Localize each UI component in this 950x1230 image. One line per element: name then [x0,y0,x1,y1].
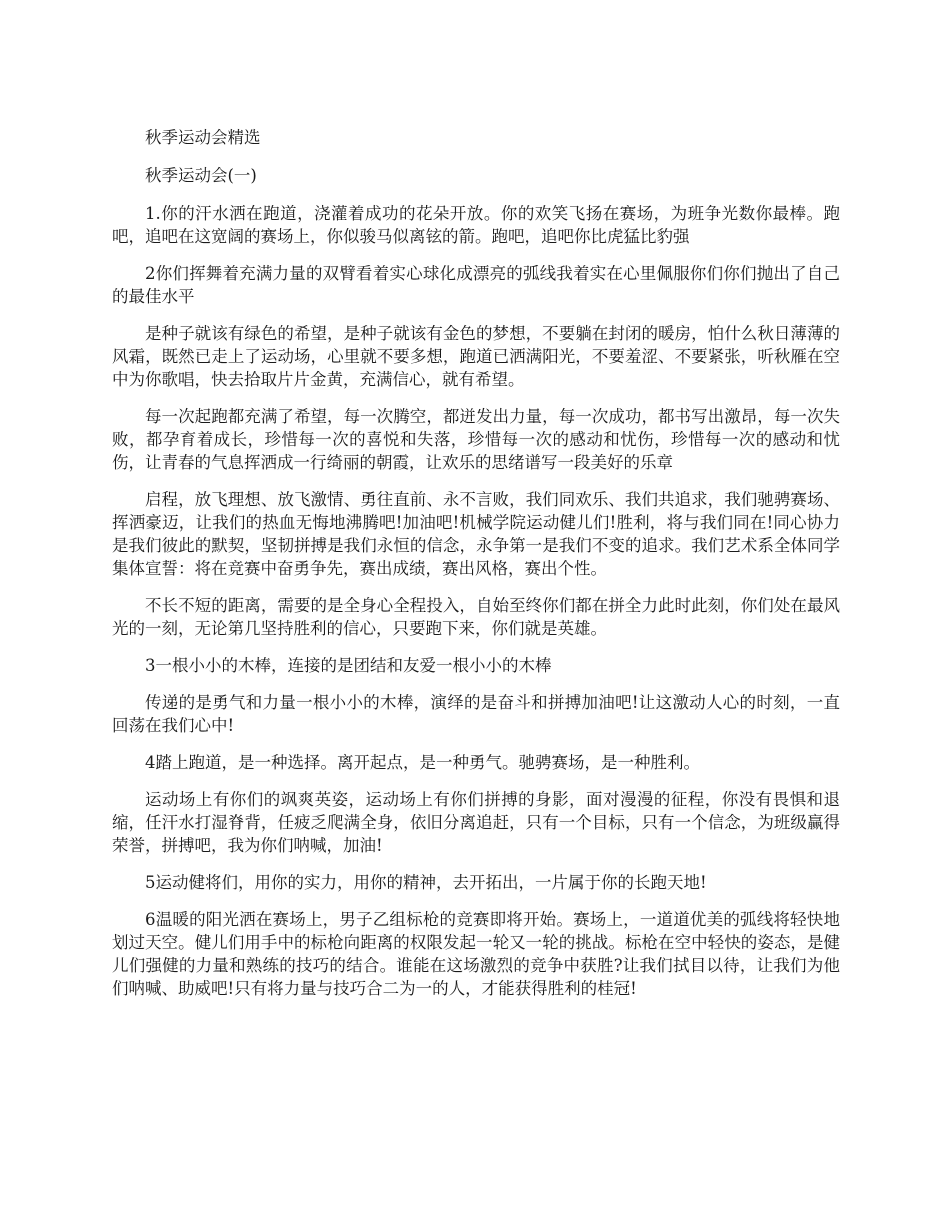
paragraph: 4踏上跑道，是一种选择。离开起点，是一种勇气。驰骋赛场，是一种胜利。 [145,753,700,772]
document-body [112,126,840,1014]
paragraph: 2你们挥舞着充满力量的双臂看着实心球化成漂亮的弧线我着实在心里佩服你们你们抛出了自己的最佳水平 [112,264,840,306]
document-subtitle: 秋季运动会(一) [145,166,257,185]
paragraph: 1.你的汗水洒在跑道，浇灌着成功的花朵开放。你的欢笑飞扬在赛场，为班争光数你最棒。跑吧，追吧在这宽阔的赛场上，你似骏马似离铉的箭。跑吧，追吧你比虎猛比豹强 [112,204,840,246]
paragraph: 每一次起跑都充满了希望，每一次腾空，都迸发出力量，每一次成功，都书写出激昂，每一次失败，都孕育着成长，珍惜每一次的喜悦和失落，珍惜每一次的感动和忧伤，珍惜每一次的感动和忧伤，让青春的气息挥洒成一行绮丽的朝霞，让欢乐的思绪谱写一段美好的乐章 [112,407,840,472]
document-title: 秋季运动会精选 [145,128,261,147]
paragraph: 传递的是勇气和力量一根小小的木棒，演绎的是奋斗和拼搏加油吧!让这激动人心的时刻，一直回荡在我们心中! [112,693,840,735]
paragraph: 5运动健将们，用你的实力，用你的精神，去开拓出，一片属于你的长跑天地! [145,873,707,892]
paragraph: 是种子就该有绿色的希望，是种子就该有金色的梦想，不要躺在封闭的暖房，怕什么秋日薄薄的风霜，既然已走上了运动场，心里就不要多想，跑道已洒满阳光，不要羞涩、不要紧张，听秋雁在空中为你歌唱，快去拾取片片金黄，充满信心，就有希望。 [112,324,840,389]
paragraph: 运动场上有你们的飒爽英姿，运动场上有你们拼搏的身影，面对漫漫的征程，你没有畏惧和退缩，任汗水打湿脊背，任疲乏爬满全身，依旧分离追赶，只有一个目标，只有一个信念，为班级赢得荣誉，拼搏吧，我为你们呐喊，加油! [112,790,840,855]
paragraph: 不长不短的距离，需要的是全身心全程投入，自始至终你们都在拼全力此时此刻，你们处在最风光的一刻，无论第几坚持胜利的信心，只要跑下来，你们就是英雄。 [112,596,840,638]
paragraph: 3一根小小的木棒，连接的是团结和友爱一根小小的木棒 [145,656,552,675]
paragraph: 启程，放飞理想、放飞激情、勇往直前、永不言败，我们同欢乐、我们共追求，我们驰骋赛场、挥洒豪迈，让我们的热血无悔地沸腾吧!加油吧!机械学院运动健儿们!胜利，将与我们同在!同心协力是我们彼此的默契，坚韧拼搏是我们永恒的信念，永争第一是我们不变的追求。我们艺术系全体同学集体宣誓：将在竞赛中奋勇争先，赛出成绩，赛出风格，赛出个性。 [112,490,840,578]
paragraph: 6温暖的阳光洒在赛场上，男子乙组标枪的竞赛即将开始。赛场上，一道道优美的弧线将轻快地划过天空。健儿们用手中的标枪向距离的权限发起一轮又一轮的挑战。标枪在空中轻快的姿态，是健儿们强健的力量和熟练的技巧的结合。谁能在这场激烈的竞争中获胜?让我们拭目以待，让我们为他们呐喊、助威吧!只有将力量与技巧合二为一的人，才能获得胜利的桂冠! [112,910,840,998]
